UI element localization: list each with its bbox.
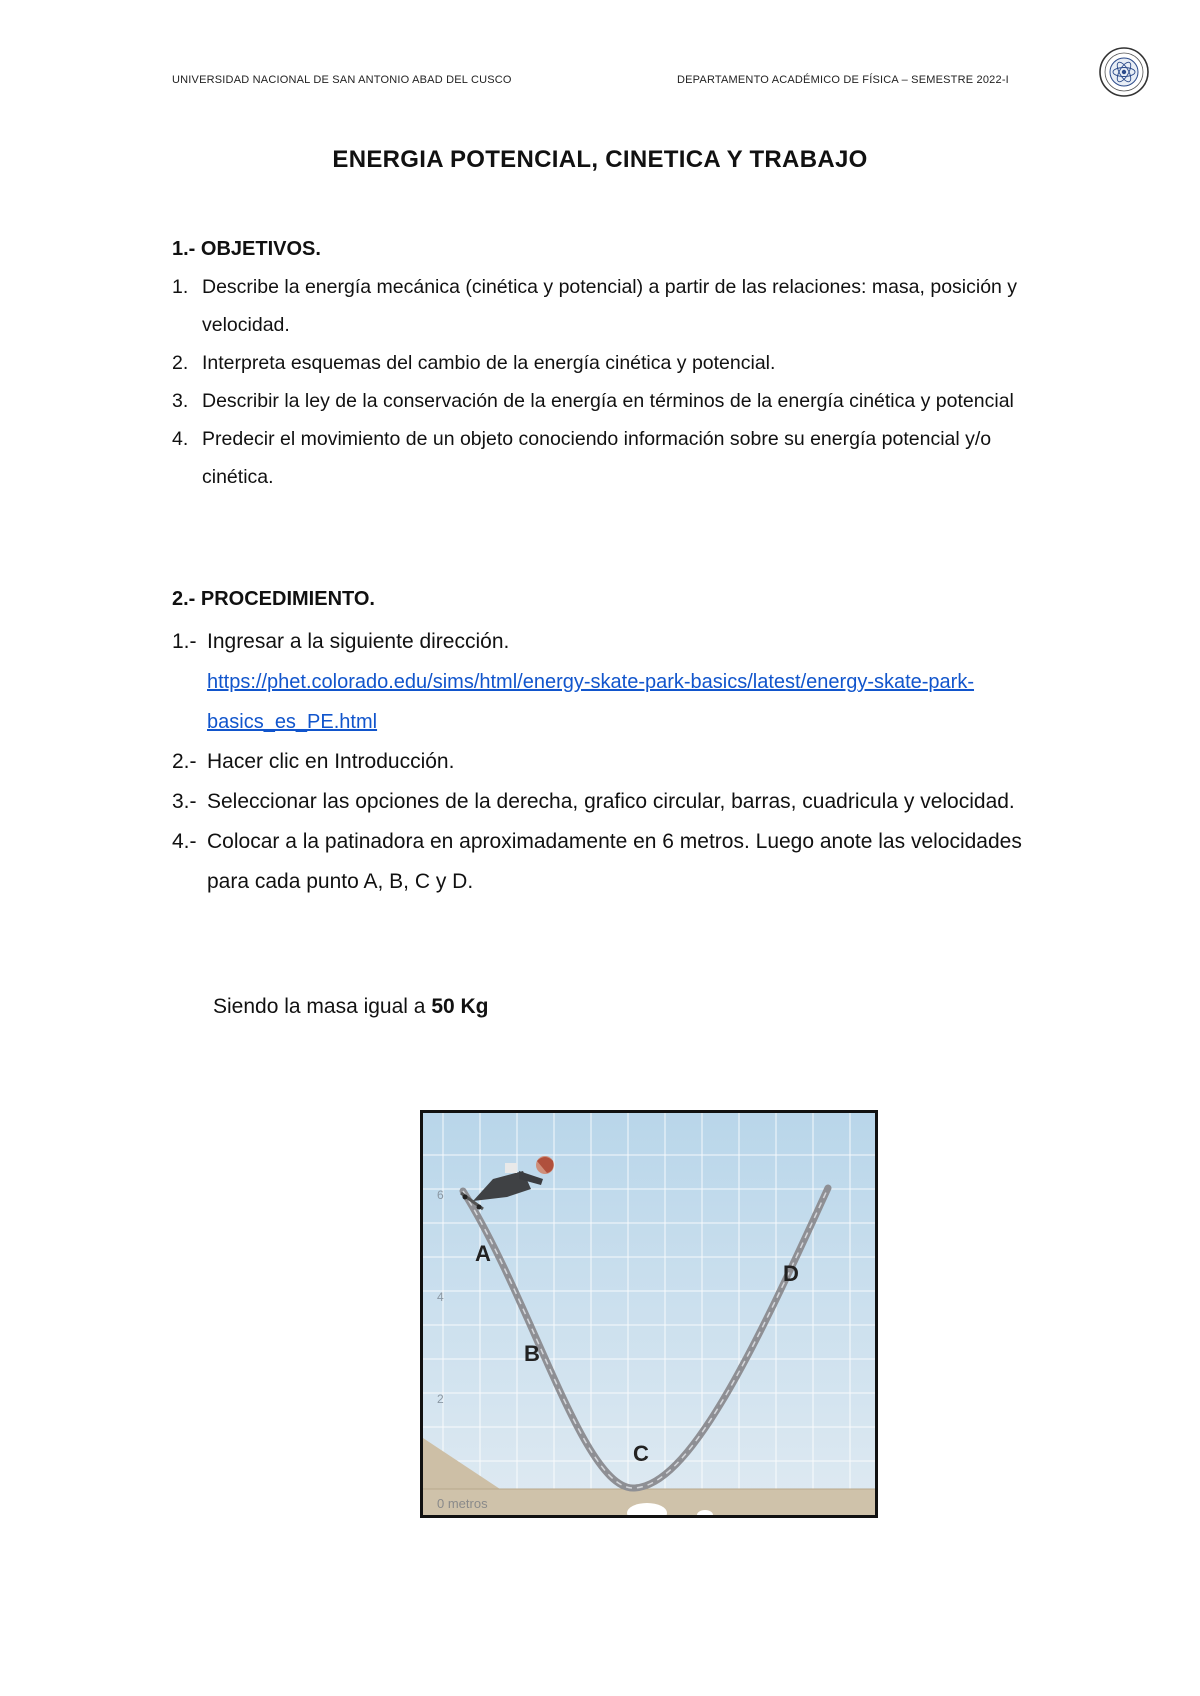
list-item [172,344,1052,382]
list-item [172,420,1052,496]
list-item [172,382,1052,420]
list-item [172,822,1052,902]
item-text: Describe la energía mecánica (cinética y potencial) a partir de las relaciones: masa, posición y velocidad. [202,276,1018,336]
step-text: Colocar a la patinadora en aproximadamente en 6 metros. Luego anote las velocidades para cada punto A, B, C y D. [207,830,1022,893]
skate-park-figure [420,1110,878,1518]
phet-simulation-link[interactable]: https://phet.colorado.edu/sims/html/energy-skate-park-basics/latest/energy-skate-park- basics_es_PE.html [207,671,975,733]
y-tick-4: 4 [437,1290,444,1304]
sky-background [423,1113,875,1515]
procedure-list [172,622,1052,902]
item-text: Describir la ley de la conservación de la energía en términos de la energía cinética y potencial [202,390,1014,412]
point-b-label: B [524,1341,540,1366]
item-number: 1. [172,276,189,298]
header-university: UNIVERSIDAD NACIONAL DE SAN ANTONIO ABAD DEL CUSCO [172,74,512,86]
header-department: DEPARTAMENTO ACADÉMICO DE FÍSICA – SEMESTRE 2022-I [677,74,1009,86]
item-text: Predecir el movimiento de un objeto conociendo información sobre su energía potencial y/o cinética. [202,428,992,488]
step-text: Ingresar a la siguiente dirección. [207,630,510,653]
step-number: 4.- [172,830,197,853]
skate-park-diagram [423,1113,875,1515]
step-number: 2.- [172,750,197,773]
y-tick-6: 6 [437,1188,444,1202]
ground-label: 0 metros [437,1496,488,1511]
document-title: ENERGIA POTENCIAL, CINETICA Y TRABAJO [332,146,868,173]
list-item [172,782,1052,822]
university-seal-icon [1098,46,1150,98]
list-item [172,622,1052,742]
point-a-label: A [475,1241,491,1266]
list-item [172,268,1052,344]
mass-value: 50 Kg [431,995,489,1018]
step-text: Hacer clic en Introducción. [207,750,455,773]
list-item [172,742,1052,782]
y-tick-2: 2 [437,1392,444,1406]
mass-prefix: Siendo la masa igual a [213,995,432,1018]
step-number: 3.- [172,790,197,813]
mass-statement [213,995,489,1019]
item-number: 3. [172,390,189,412]
objectives-list [172,268,1052,496]
item-text: Interpreta esquemas del cambio de la energía cinética y potencial. [202,352,776,374]
step-number: 1.- [172,630,197,653]
point-c-label: C [633,1441,649,1466]
point-d-label: D [783,1261,799,1286]
objectives-heading: 1.- OBJETIVOS. [172,238,321,260]
step-text: Seleccionar las opciones de la derecha, grafico circular, barras, cuadricula y velocidad. [207,790,1015,813]
item-number: 2. [172,352,189,374]
procedure-heading: 2.- PROCEDIMIENTO. [172,588,375,610]
item-number: 4. [172,428,189,450]
